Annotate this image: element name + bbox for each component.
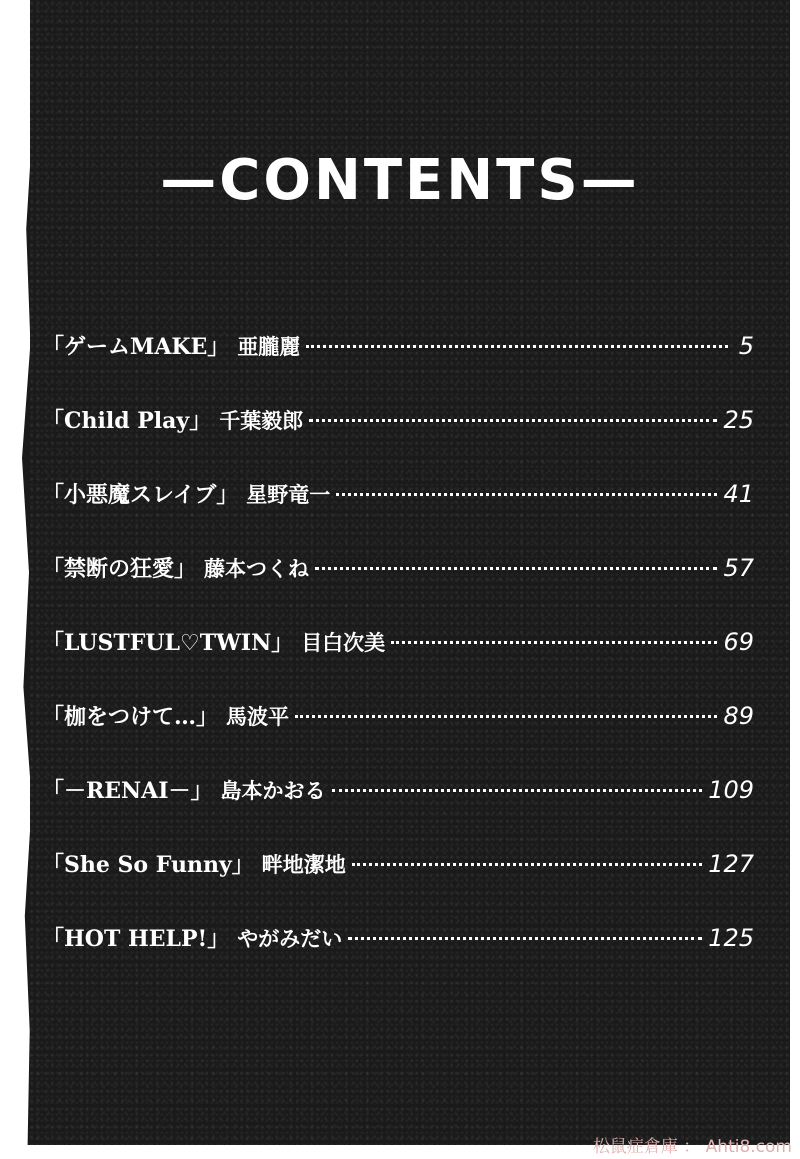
entry-title: 「She So Funny」 — [42, 852, 254, 878]
entry-author: 藤本つくね — [204, 557, 310, 581]
entry-title: 「HOT HELP!」 — [42, 926, 230, 952]
entry-page-number: 109 — [708, 776, 754, 804]
toc-entry-7[interactable] — [42, 774, 754, 848]
toc-entry-3[interactable] — [42, 478, 754, 552]
entry-title: 「小悪魔スレイブ」 — [42, 482, 239, 508]
entry-author: 亜朧麗 — [237, 335, 301, 359]
entry-page-number: 25 — [723, 406, 754, 434]
dot-leader — [352, 863, 702, 866]
entry-page-number: 89 — [723, 702, 754, 730]
entry-title: 「ゲームMAKE」 — [42, 334, 230, 360]
entry-author: 星野竜一 — [246, 483, 331, 507]
dot-leader — [306, 345, 728, 348]
dot-leader — [309, 419, 717, 422]
entry-title: 「Child Play」 — [42, 408, 212, 434]
site-watermark: 松鼠症倉庫 ： Ahti8.com — [592, 1137, 792, 1157]
entry-page-number: 57 — [723, 554, 754, 582]
entry-author: 馬波平 — [226, 705, 290, 729]
entry-author: 目白次美 — [301, 631, 386, 655]
entry-author: やがみだい — [237, 927, 343, 951]
entry-page-number: 5 — [738, 332, 754, 360]
table-of-contents — [42, 330, 754, 996]
entry-title: 「－RENAI－」 — [42, 778, 213, 804]
entry-page-number: 41 — [723, 480, 754, 508]
entry-page-number: 125 — [708, 924, 754, 952]
entry-page-number: 69 — [723, 628, 754, 656]
entry-page-number: 127 — [708, 850, 754, 878]
toc-entry-6[interactable] — [42, 700, 754, 774]
dot-leader — [391, 641, 717, 644]
dot-leader — [315, 567, 717, 570]
entry-author: 畔地潔地 — [261, 853, 346, 877]
dot-leader — [332, 789, 703, 792]
toc-entry-8[interactable] — [42, 848, 754, 922]
toc-entry-1[interactable] — [42, 330, 754, 404]
entry-title: 「枷をつけて…」 — [42, 704, 219, 730]
toc-entry-5[interactable] — [42, 626, 754, 700]
entry-title: 「禁断の狂愛」 — [42, 556, 197, 582]
page-title: —CONTENTS— — [160, 148, 640, 213]
toc-entry-4[interactable] — [42, 552, 754, 626]
dot-leader — [348, 937, 702, 940]
toc-entry-9[interactable] — [42, 922, 754, 996]
entry-author: 千葉毅郎 — [219, 409, 304, 433]
dot-leader — [295, 715, 717, 718]
dot-leader — [336, 493, 717, 496]
entry-title: 「LUSTFUL♡TWIN」 — [42, 630, 294, 656]
toc-entry-2[interactable] — [42, 404, 754, 478]
entry-author: 島本かおる — [220, 779, 326, 803]
